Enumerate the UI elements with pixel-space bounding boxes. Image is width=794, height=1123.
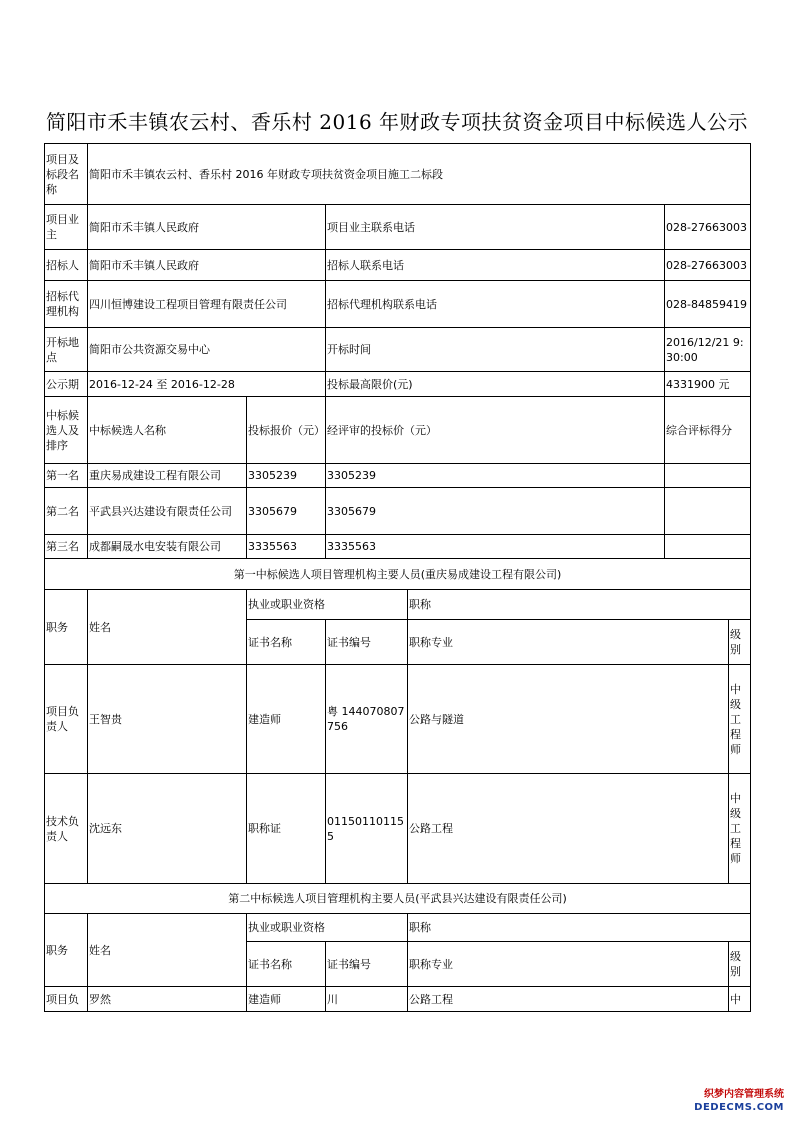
candidate-bid: 3305239 [247,464,326,488]
level-header: 级别 [729,942,751,987]
person-specialty: 公路工程 [408,987,729,1012]
row-tenderer [45,250,751,281]
person-level: 中级工程师 [729,774,751,884]
row-venue [45,328,751,372]
period-label: 公示期 [45,372,88,397]
role-header: 职务 [45,914,88,987]
name-header: 姓名 [88,590,247,665]
cert-no-header: 证书编号 [326,620,408,665]
tenderer-phone: 028-27663003 [665,250,751,281]
specialty-header: 职称专业 [408,620,729,665]
agency-phone: 028-84859419 [665,281,751,328]
candidate-rank: 第三名 [45,535,88,559]
tenderer-value: 简阳市禾丰镇人民政府 [88,250,326,281]
candidates-header-row [45,397,751,464]
qualification-header: 执业或职业资格 [247,590,408,620]
reviewed-header: 经评审的投标价（元） [326,397,665,464]
candidate-name: 平武县兴达建设有限责任公司 [88,488,247,535]
open-time: 2016/12/21 9:30:00 [665,328,751,372]
agency-label: 招标代理机构 [45,281,88,328]
person-role: 技术负责人 [45,774,88,884]
personnel-header-row [45,914,751,942]
role-header: 职务 [45,590,88,665]
candidate-reviewed: 3305239 [326,464,665,488]
tenderer-label: 招标人 [45,250,88,281]
max-price: 4331900 元 [665,372,751,397]
section2-heading: 第二中标候选人项目管理机构主要人员(平武县兴达建设有限责任公司) [45,884,751,914]
candidate-score [665,488,751,535]
row-project [45,144,751,205]
rank-header: 中标候选人及排序 [45,397,88,464]
cert-name-header: 证书名称 [247,620,326,665]
candidate-score [665,464,751,488]
watermark-line1: 织梦内容管理系统 [704,1089,784,1100]
tenderer-phone-label: 招标人联系电话 [326,250,665,281]
person-cert-no: 011501101155 [326,774,408,884]
bid-header: 投标报价（元） [247,397,326,464]
person-name: 罗然 [88,987,247,1012]
table-row [45,488,751,535]
venue-value: 简阳市公共资源交易中心 [88,328,326,372]
table-row [45,987,751,1012]
table-row [45,535,751,559]
agency-value: 四川恒博建设工程项目管理有限责任公司 [88,281,326,328]
candidate-rank: 第一名 [45,464,88,488]
person-level: 中级工程师 [729,665,751,774]
candidate-score [665,535,751,559]
watermark-logo [684,1088,784,1114]
specialty-header: 职称专业 [408,942,729,987]
row-owner [45,205,751,250]
table-row [45,464,751,488]
person-cert-name: 职称证 [247,774,326,884]
section1-heading: 第一中标候选人项目管理机构主要人员(重庆易成建设工程有限公司) [45,559,751,590]
table-row [45,774,751,884]
person-specialty: 公路与隧道 [408,665,729,774]
owner-value: 简阳市禾丰镇人民政府 [88,205,326,250]
owner-phone: 028-27663003 [665,205,751,250]
cert-no-header: 证书编号 [326,942,408,987]
candidate-reviewed: 3335563 [326,535,665,559]
period-value: 2016-12-24 至 2016-12-28 [88,372,326,397]
section1-heading-row [45,559,751,590]
candidate-name: 重庆易成建设工程有限公司 [88,464,247,488]
table-row [45,665,751,774]
open-time-label: 开标时间 [326,328,665,372]
person-cert-no: 川 [326,987,408,1012]
section2-heading-row [45,884,751,914]
qualification-header: 执业或职业资格 [247,914,408,942]
score-header: 综合评标得分 [665,397,751,464]
person-cert-no: 粤 144070807756 [326,665,408,774]
level-header: 级别 [729,620,751,665]
candidate-name: 成都嗣晟水电安装有限公司 [88,535,247,559]
cert-name-header: 证书名称 [247,942,326,987]
person-specialty: 公路工程 [408,774,729,884]
person-cert-name: 建造师 [247,987,326,1012]
person-role: 项目负责人 [45,665,88,774]
personnel-header-row [45,590,751,620]
max-price-label: 投标最高限价(元) [326,372,665,397]
person-role: 项目负 [45,987,88,1012]
agency-phone-label: 招标代理机构联系电话 [326,281,665,328]
row-period [45,372,751,397]
candidate-name-header: 中标候选人名称 [88,397,247,464]
owner-phone-label: 项目业主联系电话 [326,205,665,250]
candidate-reviewed: 3305679 [326,488,665,535]
page-title: 简阳市禾丰镇农云村、香乐村 2016 年财政专项扶贫资金项目中标候选人公示 [45,110,749,134]
venue-label: 开标地点 [45,328,88,372]
name-header: 姓名 [88,914,247,987]
title-header: 职称 [408,590,751,620]
person-cert-name: 建造师 [247,665,326,774]
candidate-bid: 3305679 [247,488,326,535]
title-header: 职称 [408,914,751,942]
person-name: 沈远东 [88,774,247,884]
candidate-bid: 3335563 [247,535,326,559]
watermark-line2: DEDECMS.COM [694,1102,784,1113]
person-level: 中 [729,987,751,1012]
candidate-rank: 第二名 [45,488,88,535]
project-value: 简阳市禾丰镇农云村、香乐村 2016 年财政专项扶贫资金项目施工二标段 [88,144,751,205]
project-label: 项目及标段名称 [45,144,88,205]
row-agency [45,281,751,328]
tender-table [44,143,751,1012]
person-name: 王智贵 [88,665,247,774]
owner-label: 项目业主 [45,205,88,250]
